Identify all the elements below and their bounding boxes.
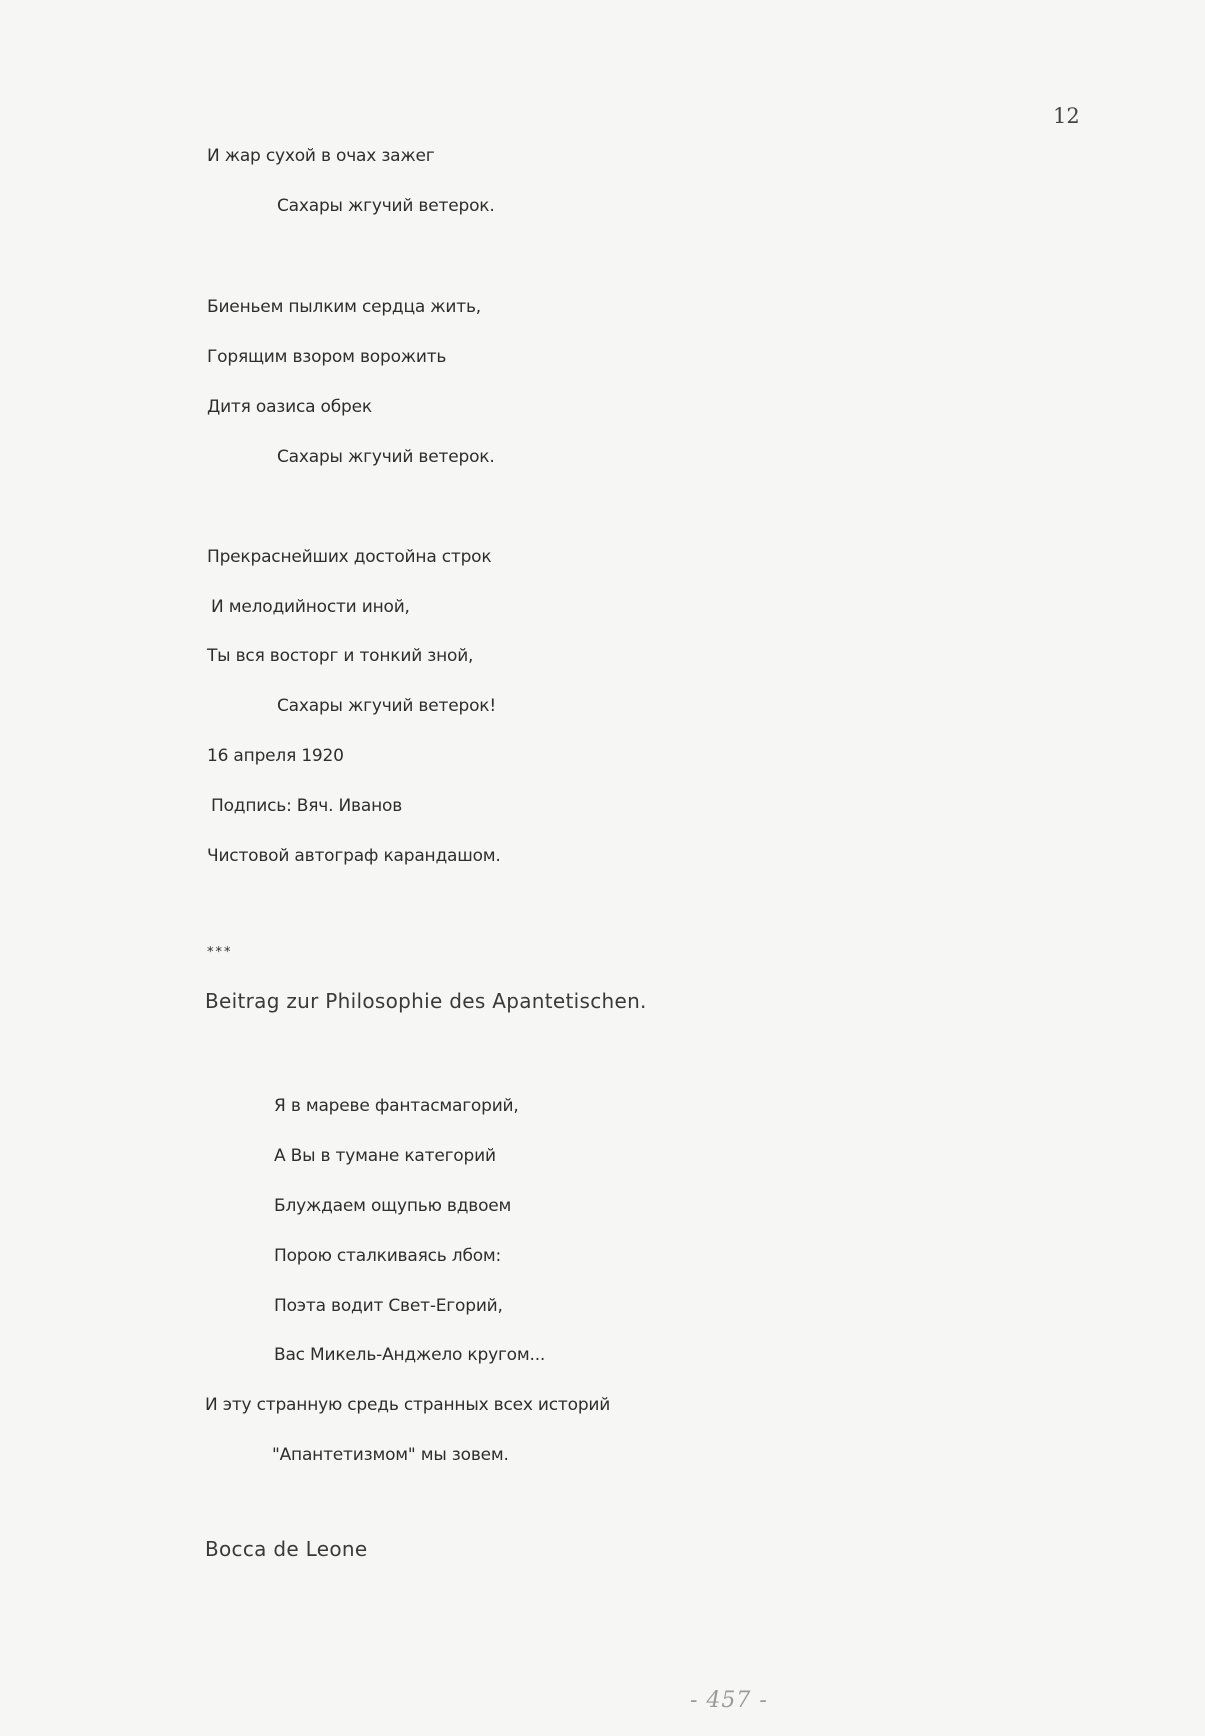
poem-line: Блуждаем ощупью вдвоем xyxy=(274,1196,512,1216)
poem-line: Дитя оазиса обрек xyxy=(207,397,372,417)
poem-line: Биеньем пылким сердца жить, xyxy=(207,297,481,317)
poem-line: Прекраснейших достойна строк xyxy=(207,547,492,567)
poem-line: Сахары жгучий ветерок! xyxy=(277,696,496,716)
poem-line: А Вы в тумане категорий xyxy=(274,1146,496,1166)
poem-line: И жар сухой в очах зажег xyxy=(207,146,435,166)
poem-line: Я в мареве фантасмагорий, xyxy=(274,1096,519,1116)
poem-signature: Подпись: Вяч. Иванов xyxy=(211,796,403,816)
poem-line: И эту странную средь странных всех историй xyxy=(205,1395,611,1415)
separator-asterisks: *** xyxy=(207,945,233,960)
archive-number: - 457 - xyxy=(690,1688,768,1713)
poem-line: Ты вся восторг и тонкий зной, xyxy=(207,646,474,666)
poem-line: Сахары жгучий ветерок. xyxy=(277,447,495,467)
page-number: 12 xyxy=(1053,104,1080,128)
poem-line: "Апантетизмом" мы зовем. xyxy=(272,1445,509,1465)
poem-line: Сахары жгучий ветерок. xyxy=(277,196,495,216)
poem-line: Порою сталкиваясь лбом: xyxy=(274,1246,502,1266)
poem-date: 16 апреля 1920 xyxy=(207,746,344,766)
poem-line: Вас Микель-Анджело кругом... xyxy=(274,1345,546,1365)
poem-title: Beitrag zur Philosophie des Apantetischen. xyxy=(205,989,647,1013)
poem-signature: Bocca de Leone xyxy=(205,1537,368,1561)
poem-line: И мелодийности иной, xyxy=(211,597,410,617)
manuscript-note: Чистовой автограф карандашом. xyxy=(207,846,501,866)
poem-line: Горящим взором ворожить xyxy=(207,347,447,367)
poem-line: Поэта водит Свет-Егорий, xyxy=(274,1296,503,1316)
